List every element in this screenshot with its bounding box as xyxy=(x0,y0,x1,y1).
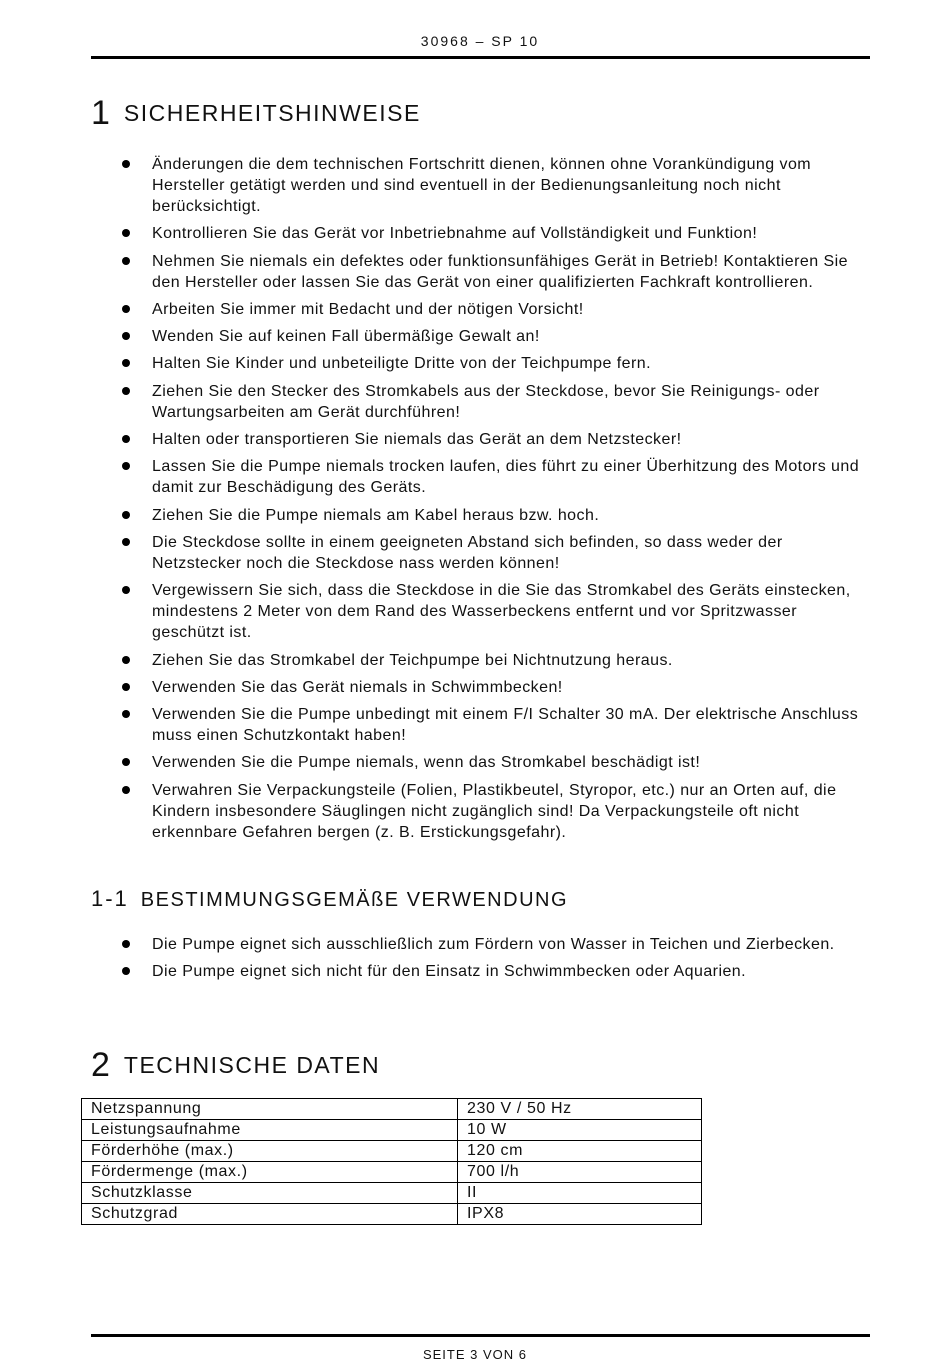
list-item-text: Verwenden Sie das Gerät niemals in Schwimmbecken! xyxy=(152,678,563,696)
bullet-icon xyxy=(122,786,130,794)
bullet-icon xyxy=(122,257,130,265)
list-item xyxy=(116,934,861,955)
bullet-icon xyxy=(122,305,130,313)
spec-label: Schutzklasse xyxy=(82,1183,458,1204)
bullet-icon xyxy=(122,229,130,237)
bullet-icon xyxy=(122,387,130,395)
list-item-text: Kontrollieren Sie das Gerät vor Inbetriebnahme auf Vollständigkeit und Funktion! xyxy=(152,225,758,243)
spec-value: II xyxy=(458,1183,702,1204)
list-item-text: Ziehen Sie die Pumpe niemals am Kabel heraus bzw. hoch. xyxy=(152,506,600,524)
bullet-icon xyxy=(122,710,130,718)
list-item-text: Änderungen die dem technischen Fortschritt dienen, können ohne Vorankündigung vom Hersteller getätigt werden und sind eventuell in der Bedienungsanleitung noch nicht berücksichtigt. xyxy=(152,156,812,215)
list-item xyxy=(116,961,861,982)
list-item-text: Ziehen Sie das Stromkabel der Teichpumpe bei Nichtnutzung heraus. xyxy=(152,651,673,669)
section-heading-technical-data xyxy=(91,1046,380,1085)
list-item xyxy=(116,505,861,526)
bullet-icon xyxy=(122,758,130,766)
list-item xyxy=(116,704,861,746)
spec-label: Schutzgrad xyxy=(82,1204,458,1225)
bullet-icon xyxy=(122,462,130,470)
bullet-icon xyxy=(122,511,130,519)
list-item xyxy=(116,353,861,374)
spec-label: Förderhöhe (max.) xyxy=(82,1141,458,1162)
bullet-icon xyxy=(122,332,130,340)
list-item xyxy=(116,223,861,244)
section-title: BESTIMMUNGSGEMÄßE VERWENDUNG xyxy=(140,889,569,911)
spec-value: IPX8 xyxy=(458,1204,702,1225)
section-heading-safety xyxy=(91,94,421,133)
list-item-text: Verwahren Sie Verpackungsteile (Folien, Plastikbeutel, Styropor, etc.) nur an Orten auf, die Kindern insbesondere Säuglingen nicht zugänglich sind! Da Verpackungsteile oft nicht erkennbare Gefahren bergen (z. B. Erstickungsgefahr). xyxy=(152,781,837,841)
table-row xyxy=(82,1120,702,1141)
list-item xyxy=(116,429,861,450)
table-row xyxy=(82,1099,702,1120)
list-item xyxy=(116,154,861,217)
list-item xyxy=(116,251,861,293)
list-item xyxy=(116,299,861,320)
table-row xyxy=(82,1204,702,1225)
list-item-text: Die Steckdose sollte in einem geeigneten Abstand sich befinden, so dass weder der Netzstecker noch die Steckdose nass werden können! xyxy=(152,533,783,572)
list-item xyxy=(116,752,861,773)
list-item-text: Halten oder transportieren Sie niemals das Gerät an dem Netzstecker! xyxy=(152,431,682,449)
bullet-icon xyxy=(122,538,130,546)
footer-divider xyxy=(91,1334,870,1337)
spec-label: Leistungsaufnahme xyxy=(82,1120,458,1141)
list-item-text: Nehmen Sie niemals ein defektes oder funktionsunfähiges Gerät in Betrieb! Kontaktieren Sie den Hersteller oder lassen Sie das Gerät von einer qualifizierten Fachkraft kontrollieren. xyxy=(152,252,848,291)
bullet-icon xyxy=(122,967,130,975)
list-item xyxy=(116,532,861,574)
list-item xyxy=(116,650,861,671)
bullet-icon xyxy=(122,160,130,168)
bullet-icon xyxy=(122,940,130,948)
list-item xyxy=(116,381,861,423)
page-number: SEITE 3 VON 6 xyxy=(422,1347,528,1362)
section-heading-intended-use xyxy=(91,886,568,912)
list-item-text: Verwenden Sie die Pumpe unbedingt mit einem F/I Schalter 30 mA. Der elektrische Anschluss muss einen Schutzkontakt haben! xyxy=(152,706,859,745)
table-row xyxy=(82,1162,702,1183)
spec-value: 10 W xyxy=(458,1120,702,1141)
list-item-text: Verwenden Sie die Pumpe niemals, wenn das Stromkabel beschädigt ist! xyxy=(152,754,701,772)
document-code: 30968 – SP 10 xyxy=(420,33,540,49)
bullet-icon xyxy=(122,656,130,664)
list-item xyxy=(116,580,861,643)
bullet-icon xyxy=(122,683,130,691)
list-item-text: Ziehen Sie den Stecker des Stromkabels aus der Steckdose, bevor Sie Reinigungs- oder Wartungsarbeiten am Gerät durchführen! xyxy=(152,382,820,421)
bullet-icon xyxy=(122,586,130,594)
table-row xyxy=(82,1183,702,1204)
safety-instructions-list xyxy=(116,154,861,849)
bullet-icon xyxy=(122,435,130,443)
section-number: 1-1 xyxy=(91,886,129,911)
spec-value: 230 V / 50 Hz xyxy=(458,1099,702,1120)
list-item-text: Lassen Sie die Pumpe niemals trocken laufen, dies führt zu einer Überhitzung des Motors und damit zur Beschädigung des Geräts. xyxy=(152,458,860,497)
list-item-text: Die Pumpe eignet sich ausschließlich zum Fördern von Wasser in Teichen und Zierbecken. xyxy=(152,936,835,953)
spec-value: 700 l/h xyxy=(458,1162,702,1183)
list-item-text: Die Pumpe eignet sich nicht für den Einsatz in Schwimmbecken oder Aquarien. xyxy=(152,963,747,981)
technical-data-table xyxy=(81,1098,702,1225)
section-number: 2 xyxy=(91,1046,110,1084)
list-item xyxy=(116,456,861,498)
spec-label: Fördermenge (max.) xyxy=(82,1162,458,1183)
spec-value: 120 cm xyxy=(458,1141,702,1162)
list-item xyxy=(116,326,861,347)
intended-use-list xyxy=(116,934,861,989)
list-item xyxy=(116,677,861,698)
list-item-text: Vergewissern Sie sich, dass die Steckdose in die Sie das Stromkabel des Geräts einstecken, mindestens 2 Meter von dem Rand des Wasserbeckens entfernt und vor Spritzwasser geschützt ist. xyxy=(152,582,851,642)
spec-label: Netzspannung xyxy=(82,1099,458,1120)
section-title: SICHERHEITSHINWEISE xyxy=(123,100,421,126)
section-title: TECHNISCHE DATEN xyxy=(123,1052,381,1078)
list-item xyxy=(116,780,861,843)
list-item-text: Halten Sie Kinder und unbeteiligte Dritte von der Teichpumpe fern. xyxy=(152,355,652,373)
bullet-icon xyxy=(122,359,130,367)
table-row xyxy=(82,1141,702,1162)
list-item-text: Arbeiten Sie immer mit Bedacht und der nötigen Vorsicht! xyxy=(152,300,584,318)
header-divider xyxy=(91,56,870,59)
section-number: 1 xyxy=(91,94,110,132)
list-item-text: Wenden Sie auf keinen Fall übermäßige Gewalt an! xyxy=(152,328,540,346)
